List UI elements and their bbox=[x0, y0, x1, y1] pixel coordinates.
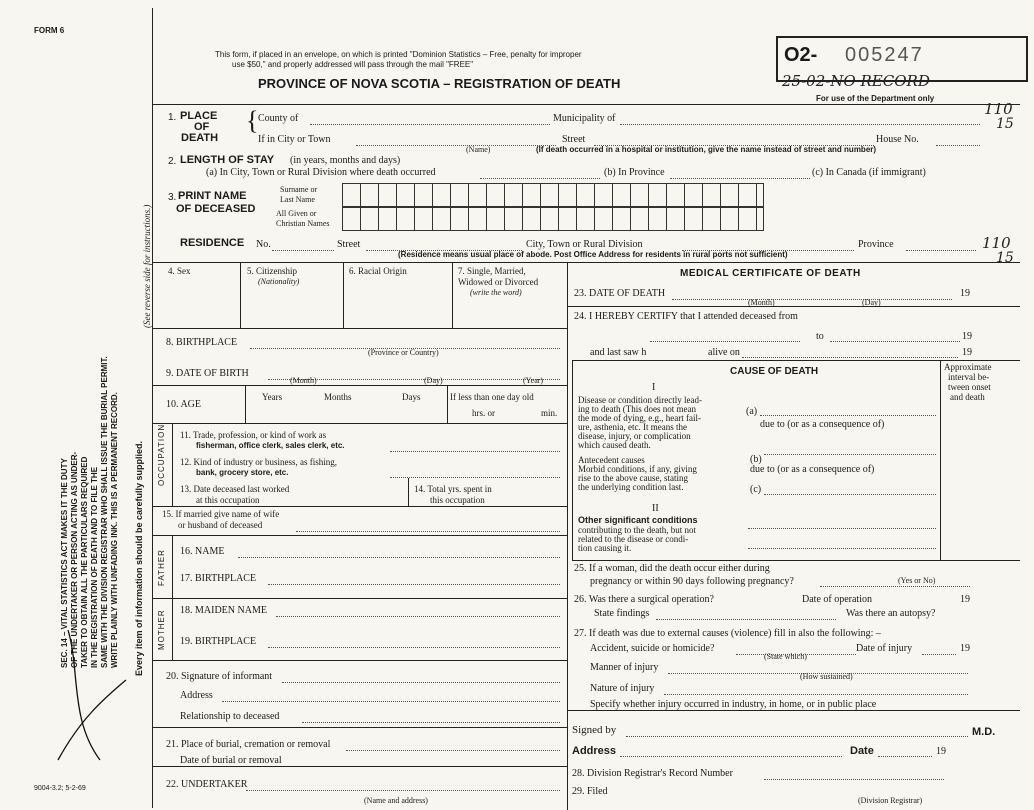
md-label: M.D. bbox=[972, 726, 996, 738]
death-day-caption: (Day) bbox=[862, 298, 881, 307]
approx-interval-4: and death bbox=[950, 392, 985, 402]
mother-side-label: MOTHER bbox=[157, 609, 166, 650]
birthplace-label: 8. BIRTHPLACE bbox=[166, 337, 238, 348]
registrar-caption: (Division Registrar) bbox=[858, 796, 923, 805]
state-findings-label: State findings bbox=[594, 608, 650, 619]
q13-label-2: at this occupation bbox=[196, 495, 260, 505]
q15-label-1: 15. If married give name of wife bbox=[162, 509, 280, 519]
sex-label: 4. Sex bbox=[168, 266, 191, 276]
q11-label-1: 11. Trade, profession, or kind of work as bbox=[180, 430, 327, 440]
dob-year-caption: (Year) bbox=[523, 376, 544, 385]
q11-label-2: fisherman, office clerk, sales clerk, etc. bbox=[196, 441, 345, 450]
form-title: PROVINCE OF NOVA SCOTIA – REGISTRATION OF DEATH bbox=[258, 76, 621, 91]
hospital-note: (If death occurred in a hospital or institution, give the name instead of street and number) bbox=[536, 145, 877, 154]
stay-c-label: (c) In Canada (if immigrant) bbox=[812, 167, 926, 178]
q25-label-1: 25. If a woman, did the death occur either during bbox=[574, 563, 770, 574]
approx-interval-2: interval be- bbox=[948, 372, 990, 382]
op-year-prefix: 19 bbox=[960, 594, 970, 605]
county-label: County of bbox=[258, 113, 299, 124]
q1-number: 1. bbox=[168, 112, 177, 123]
place-label-2: OF bbox=[194, 121, 210, 133]
stay-a-label: (a) In City, Town or Rural Division where death occurred bbox=[206, 167, 436, 178]
q14-label-2: this occupation bbox=[430, 495, 485, 505]
death-registration-form: FORM 6 SEC. 14 – VITAL STATISTICS ACT MAKES IT THE DUTY OF THE UNDERTAKER OR PERSON ACTING AS UNDER- TAKER TO OBTAIN ALL THE PARTICULARS REQUIRED IN THE REGISTRATION OF DEATH AND TO FILE THE SAME WITH THE DIVISION REGISTRAR WHO SHALL ISSUE THE BURIAL PERMIT. WRITE PLAINLY WITH UNFADING INK. THIS IS A PERMANENT RECORD. Every item of information should be carefully supplied. (See reverse side for instructions.) 9004-3.2; 5-2-69 This form, if placed in an envelope, on which is printed "Dominion Statistics – Free, penalty for improper use $50," and properly addressed will pass through the mail "FREE" PROVINCE OF NOVA SCOTIA – REGISTRATION OF DEATH O2- 005247 25-02-NO RECORD For use of the Department only 110 15 110 15 1. PLACE OF DEATH { County of Municipality of If in City or Town Street House No. (Name) (If death occurred in a hospital or institution, give the name instead of street and number) 2. LENGTH OF STAY (in years, months and days) (a) In City, Town or Rural Division where death occurred (b) In Province (c) In Canada (if immigrant) 3. PRINT NAME OF DECEASED Surname or Last Name All Given or Christian Names RESIDENCE No. Street City, Town or Rural Division Province (Residence means usual place of abode. Post Office Address for residents in rural ports not sufficient) 4. Sex 5. Citizenship (Nationality) 6. Racial Origin 7. Single, Married, Widowed or Divorced (write the word) 8. BIRTHPLACE (Province or Country) 9. DATE OF BIRTH (Month) (Day) (Year) 10. AGE Years Months Days If less than one day old hrs. or min. OCCUPATION 11. Trade, profession, or kind of work as fisherman, office clerk, sales clerk, etc. 12. Kind of industry or business, as fishing, bank, grocery store, etc. 13. Date deceased last worked at this occupation 14. Total yrs. spent in this occupation 15. If married give name of wife or husband of deceased FATHER MOTHER 16. NAME 17. BIRTHPLACE 18. MAIDEN NAME 19. BIRTHPLACE 20. Signature of informant Address Relationship to deceased 21. Place of burial, cremation or removal Date of burial or removal 22. UNDERTAKER (Name and address) MEDICAL CERTIFICATE OF DEATH 23. DATE OF DEATH 19 (Month) (Day) 24. I HEREBY CERTIFY that I attended deceased from to 19 and last saw h alive on 19 CAUSE OF DEATH Approximate interval be- tween onset and death I Disease or condition directly lead- ing to death (This does not mean the mode of dying, e.g., heart fail- ure, asthenia, etc. It means the disease, injury, or complication which caused death. (a) due to (or as a consequence of) (b) Antecedent causes Morbid conditions, if any, giving rise to the above cause, stating the underlying condition last. due to (or as a consequence of) (c) II Other significant conditions contributing to the death, but not related to the disease or condi- tion causing it. 25. If a woman, did the death occur either during pregnancy or within 90 days following pregnancy? (Yes or No) 26. Was there a surgical operation? Date of operation 19 State findings Was there an autopsy? 27. If death was due to external causes (violence) fill in also the following: – Accident, suicide or homicide? (State which) Date of injury 19 Manner of injury (How sustained) Nature of injury Specify whether injury occurred in industry, in home, or in public place Signed by M.D. Address Date 19 28. Division Registrar's Record Number 29. Filed (Division Registrar) bbox=[0, 0, 1034, 810]
record-number: 005247 bbox=[845, 44, 924, 66]
surname-label-2: Last Name bbox=[280, 195, 315, 204]
days-caption: Days bbox=[402, 392, 421, 402]
state-which-caption: (State which) bbox=[764, 652, 807, 661]
record-stamp: 25-02-NO RECORD bbox=[782, 72, 930, 90]
instruction-text-line-5: SAME WITH THE DIVISION REGISTRAR WHO SHALL ISSUE THE BURIAL PERMIT. bbox=[100, 356, 109, 668]
citizenship-label: 5. Citizenship bbox=[247, 266, 297, 276]
res-no-label: No. bbox=[256, 239, 271, 250]
place-label-1: PLACE bbox=[180, 110, 218, 122]
record-number-prefix: O2- bbox=[784, 44, 818, 66]
autopsy-label: Was there an autopsy? bbox=[846, 608, 936, 619]
roman-1: I bbox=[652, 382, 656, 393]
envelope-note-1: This form, if placed in an envelope, on which is printed "Dominion Statistics – Free, penalty for improper bbox=[215, 50, 582, 59]
due-to-2: due to (or as a consequence of) bbox=[750, 464, 875, 475]
q2-number: 2. bbox=[168, 156, 177, 167]
q25-label-2: pregnancy or within 90 days following pregnancy? bbox=[590, 576, 794, 587]
antecedent-2: Morbid conditions, if any, giving bbox=[578, 464, 697, 474]
direct-cause-5: disease, injury, or complication bbox=[578, 431, 691, 441]
date-of-injury-label: Date of injury bbox=[856, 643, 913, 654]
q12-label-1: 12. Kind of industry or business, as fishing, bbox=[180, 457, 337, 467]
alive-on-year-prefix: 19 bbox=[962, 347, 972, 358]
surname-label-1: Surname or bbox=[280, 185, 318, 194]
q21-label-1: 21. Place of burial, cremation or removal bbox=[166, 739, 331, 750]
other-conditions-1: Other significant conditions bbox=[578, 515, 698, 525]
injury-year-prefix: 19 bbox=[960, 643, 970, 654]
signed-by-label: Signed by bbox=[572, 724, 617, 736]
instruction-text-line-1: SEC. 14 – VITAL STATISTICS ACT MAKES IT THE DUTY bbox=[60, 458, 69, 668]
residence-label: RESIDENCE bbox=[180, 237, 245, 249]
due-to-1: due to (or as a consequence of) bbox=[760, 419, 885, 430]
marital-label-2: Widowed or Divorced bbox=[458, 277, 539, 287]
city-label: If in City or Town bbox=[258, 134, 331, 145]
given-label-1: All Given or bbox=[276, 209, 317, 218]
instruction-text-line-6: WRITE PLAINLY WITH UNFADING INK. THIS IS A PERMANENT RECORD. bbox=[110, 392, 119, 668]
place-label-3: DEATH bbox=[181, 132, 219, 144]
dob-day-caption: (Day) bbox=[424, 376, 443, 385]
code-110: 110 bbox=[984, 100, 1013, 118]
res-province-label: Province bbox=[858, 239, 894, 250]
pen-mark-scribble bbox=[40, 610, 150, 780]
q24-label: 24. I HEREBY CERTIFY that I attended deceased from bbox=[574, 311, 798, 322]
nationality-label: (Nationality) bbox=[258, 277, 300, 286]
direct-cause-4: ure, asthenia, etc. It means the bbox=[578, 422, 687, 432]
q13-label-1: 13. Date deceased last worked bbox=[180, 484, 290, 494]
direct-cause-1: Disease or condition directly lead- bbox=[578, 395, 702, 405]
surname-box bbox=[342, 183, 764, 207]
cause-b-marker: (b) bbox=[750, 454, 762, 465]
racial-origin-label: 6. Racial Origin bbox=[349, 266, 407, 276]
q12-label-2: bank, grocery store, etc. bbox=[196, 468, 289, 477]
dob-month-caption: (Month) bbox=[290, 376, 317, 385]
given-names-box bbox=[342, 207, 764, 231]
roman-2: II bbox=[652, 503, 659, 514]
age-label: 10. AGE bbox=[166, 399, 201, 410]
municipality-label: Municipality of bbox=[553, 113, 616, 124]
direct-cause-6: which caused death. bbox=[578, 440, 651, 450]
specify-label: Specify whether injury occurred in industry, in home, or in public place bbox=[590, 699, 877, 710]
name-address-caption: (Name and address) bbox=[364, 796, 428, 805]
q14-label-1: 14. Total yrs. spent in bbox=[414, 484, 492, 494]
hrs-caption: hrs. or bbox=[472, 408, 495, 418]
md-year-prefix: 19 bbox=[936, 746, 946, 757]
instruction-reverse: (See reverse side for instructions.) bbox=[142, 204, 152, 328]
house-no-label: House No. bbox=[876, 134, 919, 145]
occupation-side-label: OCCUPATION bbox=[157, 423, 166, 486]
name-caption: (Name) bbox=[466, 145, 491, 154]
father-side-label: FATHER bbox=[157, 549, 166, 586]
code-15: 15 bbox=[996, 116, 1014, 132]
alive-on-label: alive on bbox=[708, 347, 740, 358]
instruction-text-line-2: OF THE UNDERTAKER OR PERSON ACTING AS UNDER- bbox=[70, 451, 79, 668]
length-of-stay-label: LENGTH OF STAY bbox=[180, 154, 275, 166]
yes-no-caption: (Yes or No) bbox=[898, 576, 936, 585]
q22-label: 22. UNDERTAKER bbox=[166, 779, 248, 790]
province-country-caption: (Province or Country) bbox=[368, 348, 439, 357]
instruction-text-line-4: IN THE REGISTRATION OF DEATH AND TO FILE THE bbox=[90, 466, 99, 668]
md-date-label: Date bbox=[850, 745, 874, 757]
q15-label-2: or husband of deceased bbox=[178, 520, 263, 530]
code-110-2: 110 bbox=[982, 234, 1011, 252]
years-caption: Years bbox=[262, 392, 283, 402]
dept-use-note: For use of the Department only bbox=[816, 94, 935, 103]
last-saw-label: and last saw h bbox=[590, 347, 647, 358]
q18-label: 18. MAIDEN NAME bbox=[180, 605, 267, 616]
medical-title: MEDICAL CERTIFICATE OF DEATH bbox=[680, 268, 861, 279]
other-conditions-3: related to the disease or condi- bbox=[578, 534, 689, 544]
q29-label: 29. Filed bbox=[572, 786, 608, 797]
code-15-2: 15 bbox=[996, 250, 1014, 266]
approx-interval-3: tween onset bbox=[948, 382, 991, 392]
instruction-text-line-3: TAKER TO OBTAIN ALL THE PARTICULARS REQUIRED bbox=[80, 456, 89, 668]
cause-a-marker: (a) bbox=[746, 406, 758, 417]
q3-number: 3. bbox=[168, 192, 177, 203]
cause-of-death-title: CAUSE OF DEATH bbox=[730, 366, 819, 377]
nature-label: Nature of injury bbox=[590, 683, 655, 694]
md-address-label: Address bbox=[572, 745, 617, 757]
form-code: 9004-3.2; 5-2-69 bbox=[34, 785, 86, 792]
q19-label: 19. BIRTHPLACE bbox=[180, 636, 257, 647]
q23-label: 23. DATE OF DEATH bbox=[574, 288, 666, 299]
q20-label: 20. Signature of informant bbox=[166, 671, 273, 682]
relationship-label: Relationship to deceased bbox=[180, 711, 280, 722]
residence-note: (Residence means usual place of abode. Post Office Address for residents in rural ports not sufficient) bbox=[398, 250, 788, 259]
how-sustained-caption: (How sustained) bbox=[800, 672, 853, 681]
res-city-label: City, Town or Rural Division bbox=[526, 239, 643, 250]
q26-label: 26. Was there a surgical operation? bbox=[574, 594, 714, 605]
min-caption: min. bbox=[541, 408, 558, 418]
q17-label: 17. BIRTHPLACE bbox=[180, 573, 257, 584]
months-caption: Months bbox=[324, 392, 352, 402]
form-label: FORM 6 bbox=[34, 26, 65, 35]
accident-label: Accident, suicide or homicide? bbox=[590, 643, 715, 654]
q27-label: 27. If death was due to external causes (violence) fill in also the following: – bbox=[574, 628, 881, 639]
instruction-supplied: Every item of information should be carefully supplied. bbox=[134, 440, 144, 676]
envelope-note-2: use $50," and properly addressed will pass through the mail "FREE" bbox=[232, 60, 474, 69]
death-year-prefix: 19 bbox=[960, 288, 970, 299]
marital-label-1: 7. Single, Married, bbox=[458, 266, 526, 276]
res-street-label: Street bbox=[337, 239, 361, 250]
less-than-day-caption: If less than one day old bbox=[450, 392, 534, 402]
approx-interval-1: Approximate bbox=[944, 362, 992, 372]
attended-to-year-prefix: 19 bbox=[962, 331, 972, 342]
manner-label: Manner of injury bbox=[590, 662, 659, 673]
of-deceased-label: OF DECEASED bbox=[176, 203, 256, 215]
death-month-caption: (Month) bbox=[748, 298, 775, 307]
stay-units: (in years, months and days) bbox=[290, 155, 401, 166]
antecedent-1: Antecedent causes bbox=[578, 455, 645, 465]
cause-c-marker: (c) bbox=[750, 484, 762, 495]
direct-cause-2: ing to death (This does not mean bbox=[578, 404, 696, 414]
q21-label-2: Date of burial or removal bbox=[180, 755, 282, 766]
q28-label: 28. Division Registrar's Record Number bbox=[572, 768, 733, 779]
to-label: to bbox=[816, 331, 824, 342]
street-label: Street bbox=[562, 134, 586, 145]
print-name-label: PRINT NAME bbox=[178, 190, 247, 202]
marital-label-3: (write the word) bbox=[470, 288, 522, 297]
address-label: Address bbox=[180, 690, 213, 701]
dob-label: 9. DATE OF BIRTH bbox=[166, 368, 249, 379]
direct-cause-3: the mode of dying, e.g., heart fail- bbox=[578, 413, 701, 423]
other-conditions-2: contributing to the death, but not bbox=[578, 525, 696, 535]
stay-b-label: (b) In Province bbox=[604, 167, 665, 178]
given-label-2: Christian Names bbox=[276, 219, 330, 228]
other-conditions-4: tion causing it. bbox=[578, 543, 632, 553]
antecedent-4: the underlying condition last. bbox=[578, 482, 684, 492]
q16-label: 16. NAME bbox=[180, 546, 225, 557]
antecedent-3: rise to the above cause, stating bbox=[578, 473, 688, 483]
date-of-operation-label: Date of operation bbox=[802, 594, 872, 605]
